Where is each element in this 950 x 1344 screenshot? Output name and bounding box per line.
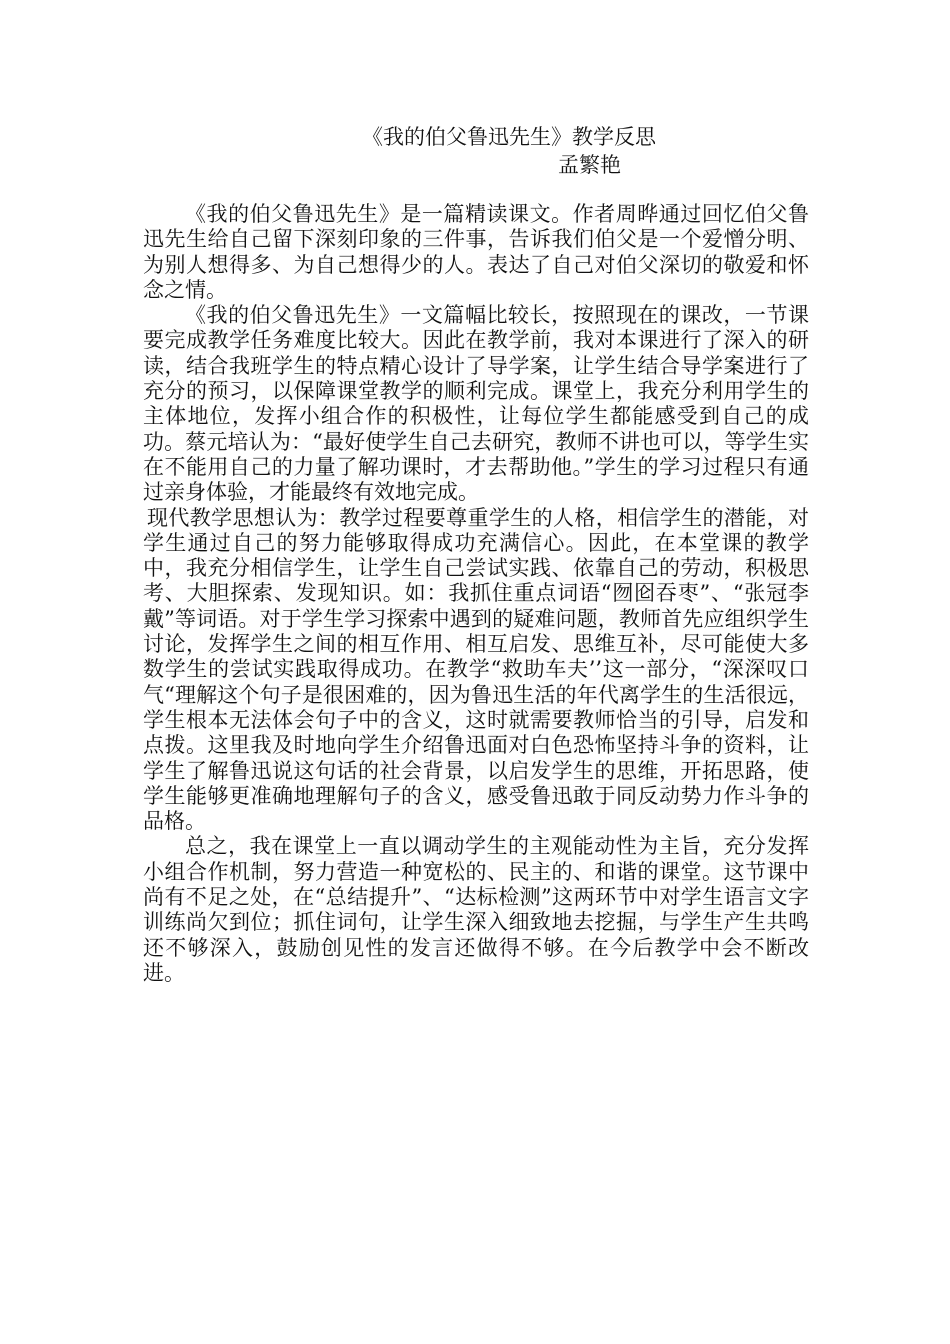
document-author: 孟繁艳 bbox=[558, 153, 621, 177]
document-body bbox=[143, 202, 809, 986]
paragraph-intro: 《我的伯父鲁迅先生》是一篇精读课文。作者周晔通过回忆伯父鲁迅先生给自己留下深刻印象的三件事，告诉我们伯父是一个爱憎分明、为别人想得多、为自己想得少的人。表达了自己对伯父深切的敬爱和怀念之情。 bbox=[143, 202, 809, 302]
paragraph-teaching-thought: 现代教学思想认为：教学过程要尊重学生的人格，相信学生的潜能，对学生通过自己的努力能够取得成功充满信心。因此，在本堂课的教学中，我充分相信学生，让学生自己尝试实践、依靠自己的劳动，积极思考、大胆探索、发现知识。如：我抓住重点词语“囫囵吞枣”、“张冠李戴”等词语。对于学生学习探索中遇到的疑难问题，教师首先应组织学生讨论，发挥学生之间的相互作用、相互启发、思维互补，尽可能使大多数学生的尝试实践取得成功。在教学“救助车夫’’这一部分，“深深叹口气“理解这个句子是很困难的，因为鲁迅生活的年代离学生的生活很远，学生根本无法体会句子中的含义，这时就需要教师恰当的引导，启发和点拨。这里我及时地向学生介绍鲁迅面对白色恐怖坚持斗争的资料，让学生了解鲁迅说这句话的社会背景，以启发学生的思维，开拓思路，使学生能够更准确地理解句子的含义，感受鲁迅敢于同反动势力作斗争的品格。 bbox=[143, 505, 809, 834]
document-title: 《我的伯父鲁迅先生》教学反思 bbox=[362, 125, 656, 149]
paragraph-summary: 总之，我在课堂上一直以调动学生的主观能动性为主旨，充分发挥小组合作机制，努力营造一种宽松的、民主的、和谐的课堂。这节课中尚有不足之处，在“总结提升”、“达标检测”这两环节中对学生语言文字训练尚欠到位；抓住词句，让学生深入细致地去挖掘，与学生产生共鸣还不够深入，鼓励创见性的发言还做得不够。在今后教学中会不断改进。 bbox=[143, 834, 809, 985]
paragraph-preparation: 《我的伯父鲁迅先生》一文篇幅比较长，按照现在的课改，一节课要完成教学任务难度比较大。因此在教学前，我对本课进行了深入的研读，结合我班学生的特点精心设计了导学案，让学生结合导学案进行了充分的预习，以保障课堂教学的顺利完成。课堂上，我充分利用学生的主体地位，发挥小组合作的积极性，让每位学生都能感受到自己的成功。蔡元培认为：“最好使学生自己去研究，教师不讲也可以，等学生实在不能用自己的力量了解功课时，才去帮助他。”学生的学习过程只有通过亲身体验，才能最终有效地完成。 bbox=[143, 303, 809, 505]
